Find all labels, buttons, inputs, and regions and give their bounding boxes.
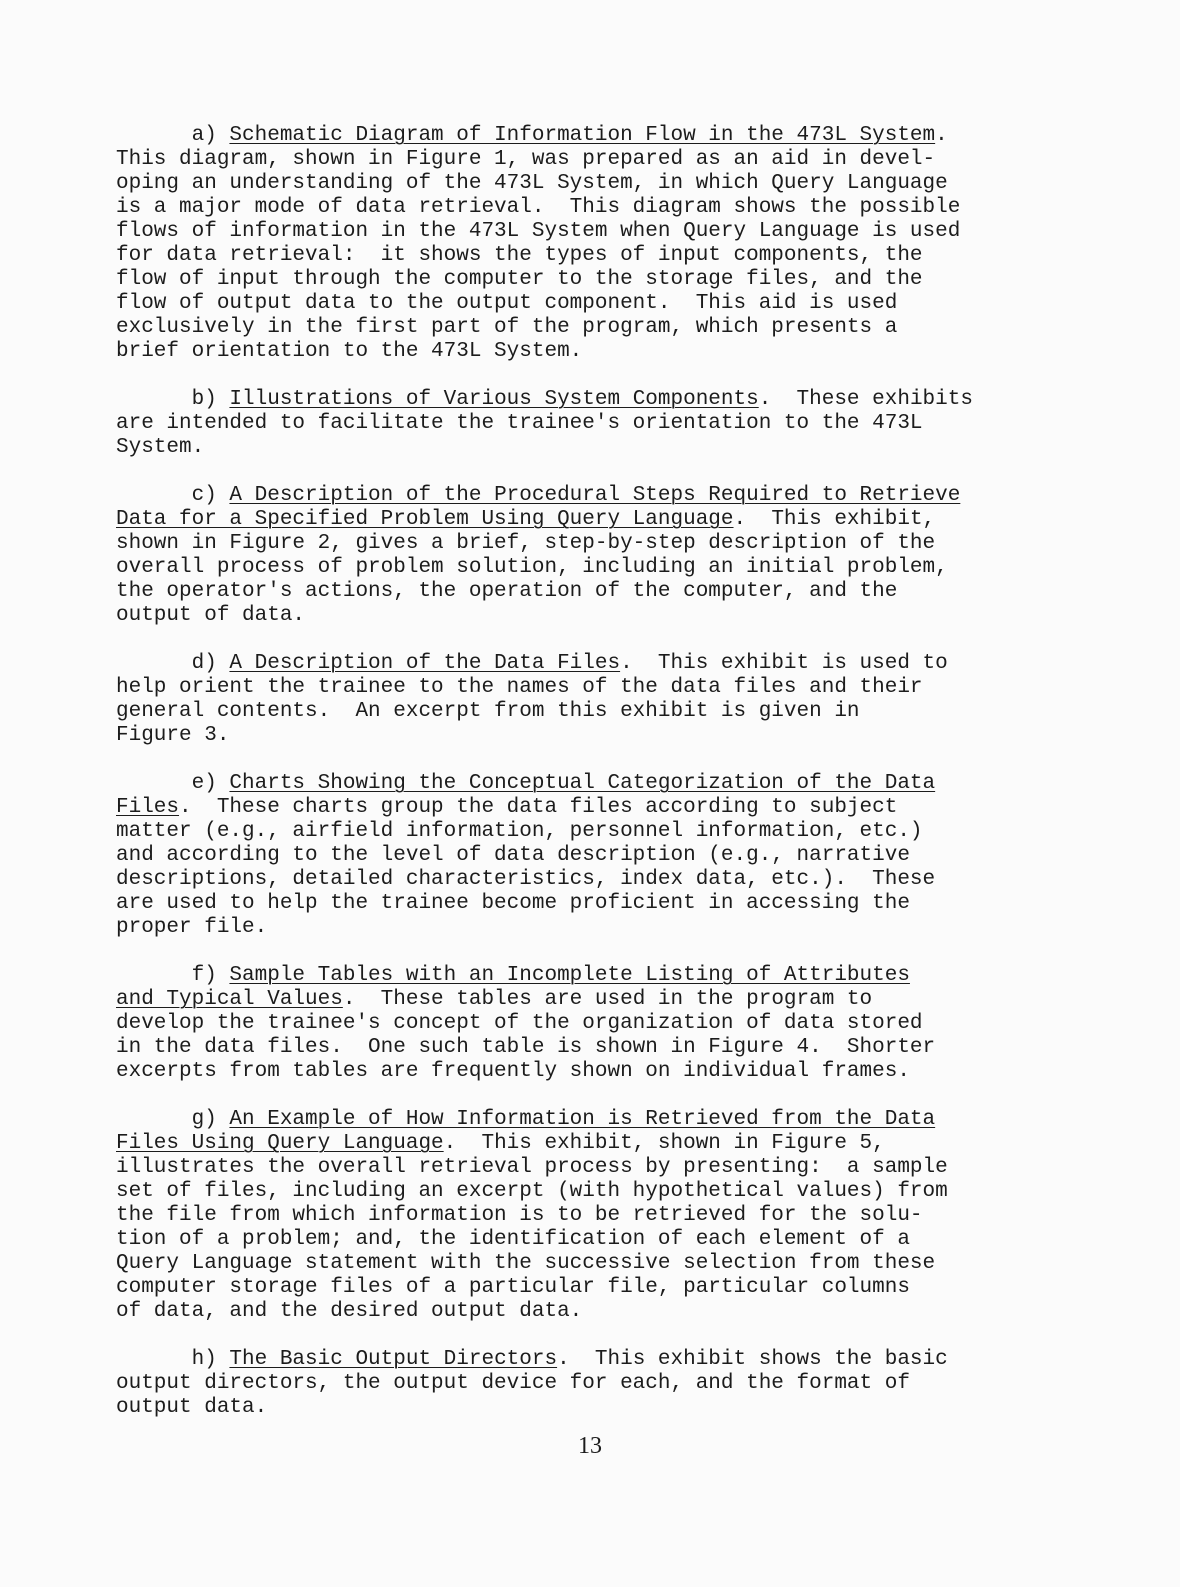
body-text: h) (116, 1348, 230, 1371)
body-text: . This exhibit, (733, 508, 936, 531)
text-line (116, 1060, 1076, 1084)
body-text: descriptions, detailed characteristics, index data, etc.). These (116, 868, 936, 891)
body-text: illustrates the overall retrieval process by presenting: a sample (116, 1156, 948, 1179)
body-text: develop the trainee's concept of the organization of data stored (116, 1012, 923, 1035)
body-text: proper file. (116, 916, 268, 939)
text-line (116, 196, 1076, 220)
text-line (116, 676, 1076, 700)
text-line (116, 772, 1076, 796)
text-line (116, 124, 1076, 148)
body-text: for data retrieval: it shows the types of input components, the (116, 244, 923, 267)
body-text: output of data. (116, 604, 306, 627)
body-text: b) (116, 388, 230, 411)
paragraph-h (116, 1348, 1076, 1420)
text-line (116, 1228, 1076, 1252)
body-text: oping an understanding of the 473L System, in which Query Language (116, 172, 948, 195)
text-line (116, 412, 1076, 436)
text-line (116, 892, 1076, 916)
paragraph-d (116, 652, 1076, 748)
text-line (116, 820, 1076, 844)
text-line (116, 532, 1076, 556)
text-line (116, 268, 1076, 292)
body-text: flows of information in the 473L System when Query Language is used (116, 220, 961, 243)
text-line (116, 316, 1076, 340)
text-line (116, 604, 1076, 628)
body-text: f) (116, 964, 230, 987)
body-text: are used to help the trainee become proficient in accessing the (116, 892, 910, 915)
body-text: output data. (116, 1396, 268, 1419)
body-text: set of files, including an excerpt (with hypothetical values) from (116, 1180, 948, 1203)
text-line (116, 988, 1076, 1012)
body-text: overall process of problem solution, including an initial problem, (116, 556, 948, 579)
body-text: brief orientation to the 473L System. (116, 340, 583, 363)
paragraph-f (116, 964, 1076, 1084)
body-text: are intended to facilitate the trainee's orientation to the 473L (116, 412, 923, 435)
underlined-heading-text: A Description of the Procedural Steps Required to Retrieve (229, 484, 961, 507)
underlined-heading-text: Charts Showing the Conceptual Categorization of the Data (229, 772, 936, 795)
body-text: of data, and the desired output data. (116, 1300, 583, 1323)
body-text: matter (e.g., airfield information, personnel information, etc.) (116, 820, 923, 843)
underlined-heading-text: The Basic Output Directors (229, 1348, 558, 1371)
text-line (116, 1108, 1076, 1132)
text-line (116, 1156, 1076, 1180)
body-text: c) (116, 484, 230, 507)
body-text: . This exhibit shows the basic (557, 1348, 948, 1371)
body-text: excerpts from tables are frequently shown on individual frames. (116, 1060, 910, 1083)
body-text: Query Language statement with the successive selection from these (116, 1252, 936, 1275)
paragraph-b (116, 388, 1076, 460)
body-text: general contents. An excerpt from this exhibit is given in (116, 700, 860, 723)
text-line (116, 964, 1076, 988)
text-line (116, 244, 1076, 268)
text-line (116, 340, 1076, 364)
text-line (116, 220, 1076, 244)
underlined-heading-text: Files (116, 796, 180, 819)
text-line (116, 652, 1076, 676)
body-text: computer storage files of a particular file, particular columns (116, 1276, 910, 1299)
text-line (116, 292, 1076, 316)
text-line (116, 436, 1076, 460)
text-line (116, 1396, 1076, 1420)
paragraph-c (116, 484, 1076, 628)
underlined-heading-text: A Description of the Data Files (229, 652, 621, 675)
text-line (116, 1276, 1076, 1300)
text-line (116, 844, 1076, 868)
underlined-heading-text: Files Using Query Language (116, 1132, 444, 1155)
body-text: the file from which information is to be retrieved for the solu- (116, 1204, 923, 1227)
underlined-heading-text: Schematic Diagram of Information Flow in the 473L System (229, 124, 936, 147)
text-line (116, 796, 1076, 820)
underlined-heading-text: and Typical Values (116, 988, 343, 1011)
text-line (116, 916, 1076, 940)
body-text: . These charts group the data files according to subject (179, 796, 898, 819)
body-text: . (935, 124, 948, 147)
body-text: System. (116, 436, 205, 459)
text-line (116, 1204, 1076, 1228)
page-number: 13 (578, 1433, 602, 1459)
paragraph-e (116, 772, 1076, 940)
body-text: flow of output data to the output component. This aid is used (116, 292, 898, 315)
body-text: flow of input through the computer to the storage files, and the (116, 268, 923, 291)
text-line (116, 556, 1076, 580)
body-text: is a major mode of data retrieval. This diagram shows the possible (116, 196, 961, 219)
text-line (116, 388, 1076, 412)
text-line (116, 1180, 1076, 1204)
text-line (116, 1372, 1076, 1396)
body-text: and according to the level of data description (e.g., narrative (116, 844, 910, 867)
underlined-heading-text: Illustrations of Various System Components (229, 388, 759, 411)
text-line (116, 1348, 1076, 1372)
body-text: Figure 3. (116, 724, 230, 747)
body-text: output directors, the output device for each, and the format of (116, 1372, 910, 1395)
document-body (116, 124, 1076, 1444)
underlined-heading-text: Data for a Specified Problem Using Query Language (116, 508, 734, 531)
body-text: shown in Figure 2, gives a brief, step-by-step description of the (116, 532, 936, 555)
text-line (116, 1300, 1076, 1324)
body-text: g) (116, 1108, 230, 1131)
text-line (116, 868, 1076, 892)
text-line (116, 1036, 1076, 1060)
body-text: . This exhibit is used to (620, 652, 948, 675)
body-text: a) (116, 124, 230, 147)
body-text: d) (116, 652, 230, 675)
body-text: . These exhibits (758, 388, 973, 411)
paragraph-a (116, 124, 1076, 364)
body-text: . This exhibit, shown in Figure 5, (443, 1132, 885, 1155)
text-line (116, 580, 1076, 604)
text-line (116, 508, 1076, 532)
underlined-heading-text: Sample Tables with an Incomplete Listing of Attributes (229, 964, 910, 987)
body-text: exclusively in the first part of the program, which presents a (116, 316, 898, 339)
body-text: . These tables are used in the program to (342, 988, 873, 1011)
text-line (116, 724, 1076, 748)
text-line (116, 700, 1076, 724)
text-line (116, 148, 1076, 172)
text-line (116, 1132, 1076, 1156)
body-text: the operator's actions, the operation of the computer, and the (116, 580, 898, 603)
body-text: in the data files. One such table is shown in Figure 4. Shorter (116, 1036, 936, 1059)
text-line (116, 1252, 1076, 1276)
body-text: help orient the trainee to the names of the data files and their (116, 676, 923, 699)
text-line (116, 484, 1076, 508)
text-line (116, 172, 1076, 196)
paragraph-g (116, 1108, 1076, 1324)
body-text: This diagram, shown in Figure 1, was prepared as an aid in devel- (116, 148, 936, 171)
body-text: tion of a problem; and, the identification of each element of a (116, 1228, 910, 1251)
underlined-heading-text: An Example of How Information is Retrieved from the Data (229, 1108, 936, 1131)
text-line (116, 1012, 1076, 1036)
body-text: e) (116, 772, 230, 795)
